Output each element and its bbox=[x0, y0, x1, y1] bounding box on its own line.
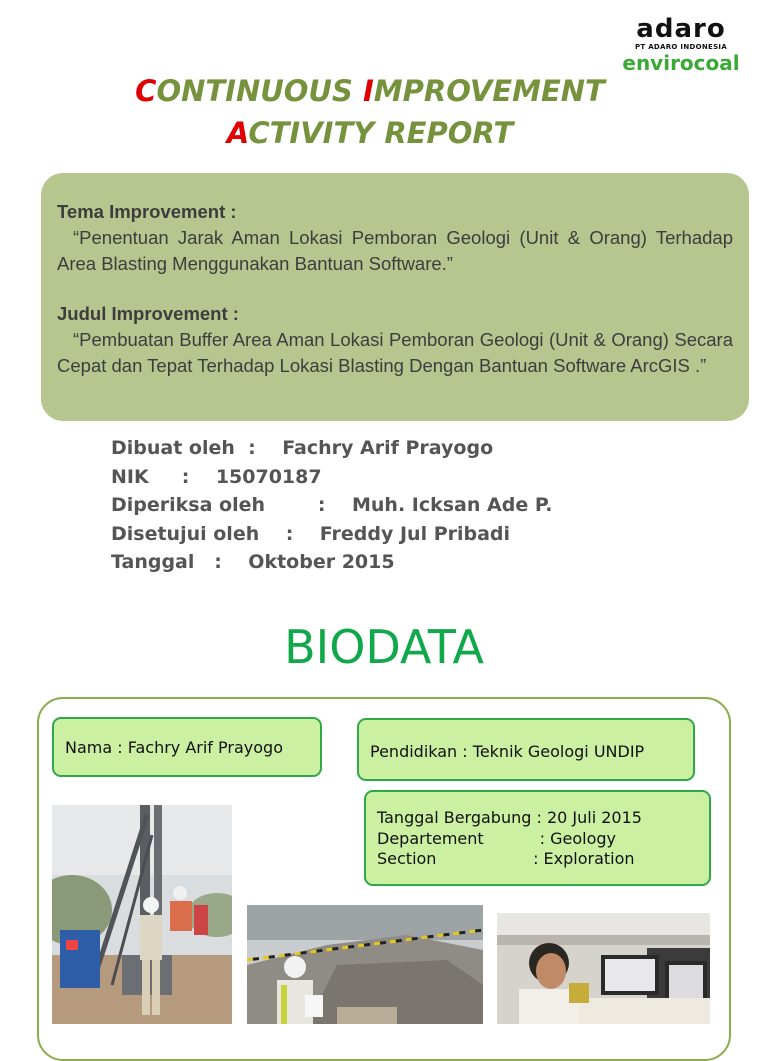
diperiksa-oleh: Diperiksa oleh : Muh. Icksan Ade P. bbox=[111, 494, 553, 517]
tanggal-bergabung: Tanggal Bergabung : 20 Juli 2015 bbox=[377, 808, 642, 827]
title-word-improvement: MPROVEMENT bbox=[373, 74, 605, 108]
logo-brand: adaro bbox=[636, 14, 726, 44]
logo-subtitle: PT ADARO INDONESIA bbox=[634, 43, 728, 51]
report-title-line2 bbox=[70, 116, 670, 150]
employment-card bbox=[364, 790, 711, 886]
biodata-title: BIODATA bbox=[284, 620, 484, 674]
drilling-rig-photo bbox=[52, 805, 232, 1024]
nik: NIK : 15070187 bbox=[111, 465, 322, 488]
nama-card bbox=[52, 717, 322, 777]
report-info bbox=[111, 434, 552, 577]
judul-text: “Pembuatan Buffer Area Aman Lokasi Pemboran Geologi (Unit & Orang) Secara Cepat dan Tepat Terhadap Lokasi Blasting Dengan Bantuan Software ArcGIS .” bbox=[57, 329, 733, 376]
logo-division: envirocoal bbox=[622, 51, 740, 75]
dibuat-oleh: Dibuat oleh : Fachry Arif Prayogo bbox=[111, 437, 494, 459]
judul-label: Judul Improvement : bbox=[57, 303, 239, 324]
tema-text: “Penentuan Jarak Aman Lokasi Pemboran Geologi (Unit & Orang) Terhadap Area Blasting Menggunakan Bantuan Software.” bbox=[57, 227, 733, 274]
pendidikan-card bbox=[357, 718, 695, 781]
pendidikan-text: Pendidikan : Teknik Geologi UNDIP bbox=[370, 742, 645, 761]
title-word-activity-report: CTIVITY REPORT bbox=[248, 116, 514, 150]
tanggal: Tanggal : Oktober 2015 bbox=[111, 551, 395, 574]
tema-label: Tema Improvement : bbox=[57, 201, 237, 222]
report-title-line1 bbox=[70, 74, 670, 108]
title-word-continuous: ONTINUOUS bbox=[156, 74, 363, 108]
disetujui-oleh: Disetujui oleh : Freddy Jul Pribadi bbox=[111, 522, 511, 545]
section: Section : Exploration bbox=[377, 849, 635, 868]
nama-text: Nama : Fachry Arif Prayogo bbox=[65, 738, 283, 757]
blasting-area-photo bbox=[247, 905, 483, 1024]
company-logo bbox=[616, 16, 746, 74]
departement: Departement : Geology bbox=[377, 829, 616, 848]
title-cap-c: C bbox=[135, 74, 157, 108]
title-cap-a: A bbox=[226, 116, 249, 150]
office-computer-photo bbox=[497, 913, 710, 1024]
title-cap-i: I bbox=[362, 74, 374, 108]
improvement-summary-box bbox=[41, 173, 749, 421]
